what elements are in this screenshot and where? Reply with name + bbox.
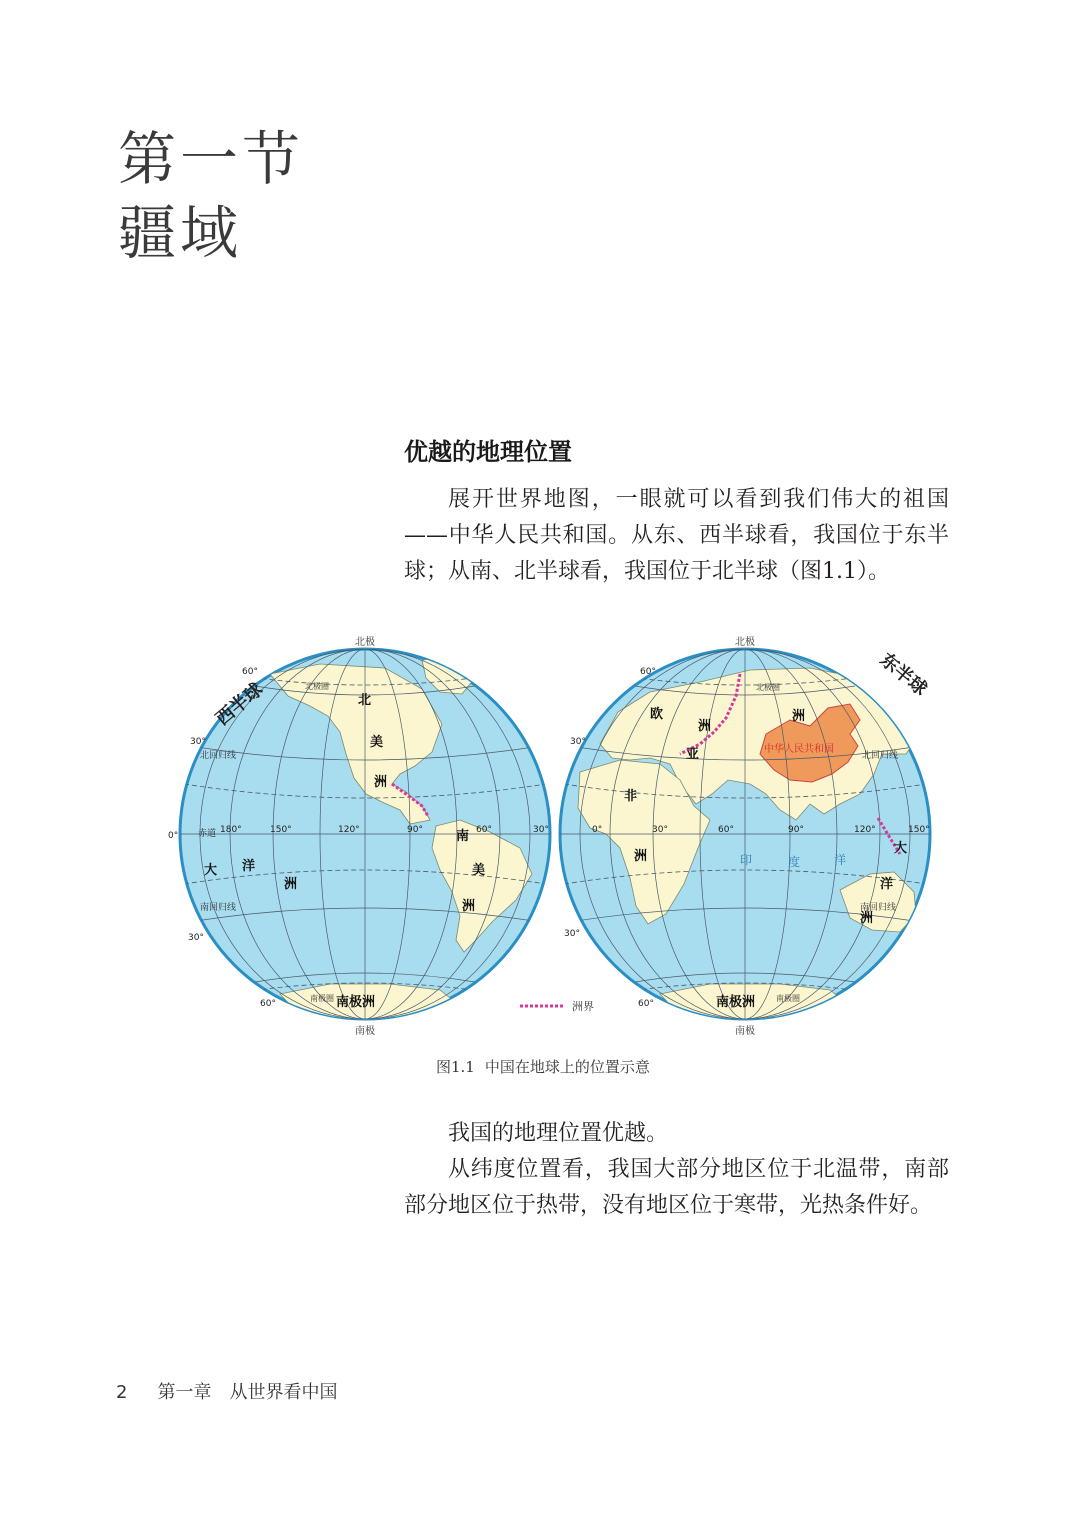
west-north-pole-label: 北极 bbox=[355, 637, 375, 648]
west-lat-60n: 60° bbox=[242, 667, 258, 677]
chapter-title bbox=[118, 122, 304, 270]
east-lon-60: 60° bbox=[718, 825, 734, 835]
west-lon-180: 180° bbox=[220, 825, 242, 835]
paragraph-latitude: 从纬度位置看，我国大部分地区位于北温带，南部部分地区位于热带，没有地区位于寒带，光热条件好。 bbox=[404, 1157, 949, 1218]
china-label: 中华人民共和国 bbox=[764, 744, 834, 755]
east-lon-0: 0° bbox=[592, 825, 603, 835]
label-oceania-west-1: 大 bbox=[204, 863, 218, 878]
label-oceania-east-2: 洋 bbox=[880, 877, 894, 892]
equator-label: 赤道 bbox=[198, 829, 217, 839]
page-footer bbox=[116, 1378, 337, 1404]
label-oceania-east-3: 洲 bbox=[860, 911, 874, 926]
west-hemisphere-map bbox=[168, 635, 550, 1037]
label-asia-1: 亚 bbox=[686, 747, 700, 762]
west-lon-60: 60° bbox=[476, 825, 492, 835]
label-oceania-west-3: 洲 bbox=[284, 877, 298, 892]
west-lat-30n: 30° bbox=[190, 737, 206, 747]
label-oceania-west-2: 洋 bbox=[242, 859, 256, 874]
east-antarctic-circle-label: 南极圈 bbox=[776, 994, 800, 1003]
east-lon-30: 30° bbox=[652, 825, 668, 835]
label-europe-1: 欧 bbox=[650, 707, 664, 722]
west-lat-60s: 60° bbox=[260, 999, 276, 1009]
east-hemisphere-map bbox=[560, 635, 931, 1037]
east-lat-30s: 30° bbox=[564, 929, 580, 939]
west-lon-90: 90° bbox=[407, 825, 423, 835]
west-tropic-south-label: 南回归线 bbox=[200, 903, 237, 913]
east-north-pole-label: 北极 bbox=[735, 637, 755, 648]
label-south-america-3: 洲 bbox=[462, 899, 476, 914]
label-south-america-2: 美 bbox=[472, 863, 486, 878]
figure-number: 图1.1 bbox=[436, 1058, 475, 1076]
west-lon-120: 120° bbox=[338, 825, 360, 835]
label-south-america-1: 南 bbox=[456, 829, 470, 844]
figure-caption bbox=[436, 1056, 660, 1077]
east-lat-60n: 60° bbox=[640, 667, 656, 677]
west-south-pole-label: 南极 bbox=[355, 1026, 375, 1037]
east-hemisphere-label: 东半球 bbox=[875, 649, 931, 701]
section-title: 疆域 bbox=[118, 199, 243, 267]
legend-boundary-label: 洲界 bbox=[572, 1000, 594, 1013]
map-legend bbox=[520, 1000, 594, 1013]
east-lat-60s: 60° bbox=[638, 999, 654, 1009]
west-antarctic-circle-label: 南极圈 bbox=[310, 994, 334, 1003]
east-lon-150: 150° bbox=[908, 825, 930, 835]
label-north-america-2: 美 bbox=[370, 735, 384, 750]
east-south-pole-label: 南极 bbox=[735, 1026, 755, 1037]
label-antarctica-west: 南极洲 bbox=[336, 995, 376, 1010]
paragraph-summary: 我国的地理位置优越。 bbox=[448, 1121, 669, 1146]
hemisphere-map-figure bbox=[160, 634, 950, 1044]
east-lat-30n: 30° bbox=[570, 737, 586, 747]
figure-caption-text: 中国在地球上的位置示意 bbox=[484, 1058, 650, 1076]
label-north-america-3: 洲 bbox=[374, 775, 388, 790]
label-antarctica-east: 南极洲 bbox=[716, 995, 756, 1010]
label-oceania-east-1: 大 bbox=[894, 841, 908, 856]
paragraph-intro: 展开世界地图，一眼就可以看到我们伟大的祖国——中华人民共和国。从东、西半球看，我国位于东半球；从南、北半球看，我国位于北半球（图1.1）。 bbox=[404, 487, 949, 584]
label-europe-2: 洲 bbox=[698, 719, 712, 734]
section-heading: 优越的地理位置 bbox=[404, 438, 572, 466]
label-north-america-1: 北 bbox=[358, 693, 372, 708]
label-africa-2: 洲 bbox=[634, 849, 648, 864]
east-tropic-south-label: 南回归线 bbox=[860, 903, 897, 913]
west-hemisphere-label: 西半球 bbox=[212, 679, 267, 730]
west-lon-30: 30° bbox=[533, 825, 549, 835]
page-number: 2 bbox=[116, 1382, 128, 1403]
section-number: 第一节 bbox=[118, 125, 305, 193]
west-lat-30s: 30° bbox=[188, 933, 204, 943]
east-tropic-north-label: 北回归线 bbox=[862, 751, 899, 761]
label-africa-1: 非 bbox=[624, 789, 638, 804]
west-lat-0: 0° bbox=[168, 831, 179, 841]
label-indian-ocean-3: 洋 bbox=[834, 853, 847, 867]
east-lon-120: 120° bbox=[854, 825, 876, 835]
west-lon-150: 150° bbox=[270, 825, 292, 835]
label-indian-ocean-1: 印 bbox=[740, 853, 753, 867]
footer-chapter: 第一章 从世界看中国 bbox=[157, 1382, 338, 1403]
west-arctic-circle-label: 北极圈 bbox=[305, 682, 329, 691]
east-lon-90: 90° bbox=[788, 825, 804, 835]
east-arctic-circle-label: 北极圈 bbox=[756, 683, 780, 692]
west-tropic-north-label: 北回归线 bbox=[200, 751, 237, 761]
label-indian-ocean-2: 度 bbox=[788, 855, 801, 869]
label-asia-2: 洲 bbox=[792, 709, 806, 724]
